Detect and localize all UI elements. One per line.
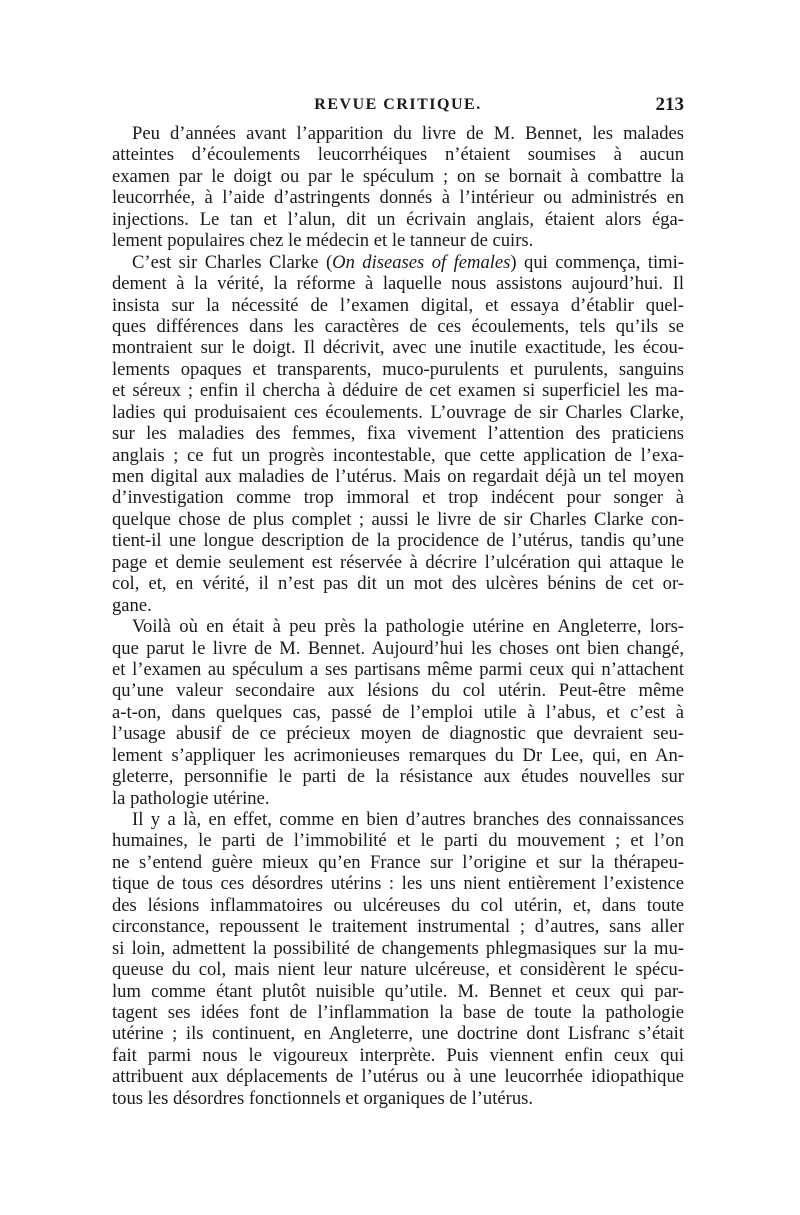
text-line: tique de tous ces désordres utérins : les uns nient entièrement l’existence xyxy=(112,873,684,895)
text-line: lements opaques et transparents, muco-purulents et purulents, sanguins xyxy=(112,358,684,380)
text-line: et l’examen au spéculum a ses partisans même parmi ceux qui n’attachent xyxy=(112,658,684,680)
text-line: et séreux ; enfin il chercha à déduire de cet examen si superficiel les ma- xyxy=(112,380,684,402)
text-line: insista sur la nécessité de l’examen digital, et essaya d’établir quel- xyxy=(112,294,684,316)
text-line: l’usage abusif de ce précieux moyen de diagnostic que devraient seu- xyxy=(112,723,684,745)
text-line: la pathologie utérine. xyxy=(112,787,270,809)
text-line: lum comme étant plutôt nuisible qu’utile. M. Bennet et ceux qui par- xyxy=(112,980,684,1002)
text-line: gane. xyxy=(112,594,152,616)
text-line: utérine ; ils continuent, en Angleterre, une doctrine dont Lisfranc s’était xyxy=(112,1023,684,1045)
running-title: REVUE CRITIQUE. xyxy=(314,96,482,113)
running-header xyxy=(112,92,684,122)
text-line: anglais ; ce fut un progrès incontestable, que cette application de l’exa- xyxy=(112,444,684,466)
text-line: lement s’appliquer les acrimonieuses remarques du Dr Lee, qui, en An- xyxy=(112,744,684,766)
text-line: Il y a là, en effet, comme en bien d’autres branches des connaissances xyxy=(132,809,684,830)
book-title: On diseases of females xyxy=(332,251,511,273)
text-line: montraient sur le doigt. Il décrivit, avec une inutile exactitude, les écou- xyxy=(112,337,684,359)
text-line: humaines, le parti de l’immobilité et le parti du mouvement ; et l’on xyxy=(112,830,684,852)
text-line: dement à la vérité, la réforme à laquelle nous assistons aujourd’hui. Il xyxy=(112,273,684,295)
text-line: fait parmi nous le vigoureux interprète. Puis viennent enfin ceux qui xyxy=(112,1044,684,1066)
text-line: lement populaires chez le médecin et le tanneur de cuirs. xyxy=(112,230,534,252)
text-line: page et demie seulement est réservée à décrire l’ulcération qui attaque le xyxy=(112,551,684,573)
text-line: que parut le livre de M. Bennet. Aujourd’hui les choses ont bien changé, xyxy=(112,637,684,659)
text-line: men digital aux maladies de l’utérus. Mais on regardait déjà un tel moyen xyxy=(112,466,684,487)
text-line: gleterre, personnifie le parti de la résistance aux études nouvelles sur xyxy=(112,766,684,788)
text-line: attribuent aux déplacements de l’utérus ou à une leucorrhée idiopathique xyxy=(112,1066,684,1088)
text-line: ladies qui produisaient ces écoulements. L’ouvrage de sir Charles Clarke, xyxy=(112,401,684,423)
text-line: col, et, en vérité, il n’est pas dit un mot des ulcères bénins de cet or- xyxy=(112,573,684,595)
text-line: queuse du col, mais nient leur nature ulcéreuse, et considèrent le spécu- xyxy=(112,959,684,981)
text-line: Voilà où en était à peu près la pathologie utérine en Angleterre, lors- xyxy=(132,616,684,638)
text-line: qu’une valeur secondaire aux lésions du col utérin. Peut-être même xyxy=(112,680,684,702)
text-line: quelque chose de plus complet ; aussi le livre de sir Charles Clarke con- xyxy=(112,508,684,530)
text-line: sur les maladies des femmes, fixa vivement l’attention des praticiens xyxy=(112,423,684,445)
text-line: injections. Le tan et l’alun, dit un écrivain anglais, étaient alors éga- xyxy=(112,208,684,230)
text-segment: ) qui commença, timi- xyxy=(510,251,684,273)
page-number: 213 xyxy=(655,94,684,115)
text-line: leucorrhée, à l’aide d’astringents donnés à l’intérieur ou administrés en xyxy=(112,187,684,209)
text-line: ques différences dans les caractères de ces écoulements, tels qu’ils se xyxy=(112,315,684,337)
text-line: d’investigation comme trop immoral et trop indécent pour songer à xyxy=(112,487,684,509)
text-line: a-t-on, dans quelques cas, passé de l’emploi utile à l’abus, et c’est à xyxy=(112,701,684,723)
text-line: tient-il une longue description de la procidence de l’utérus, tandis qu’une xyxy=(112,530,684,552)
text-line: ne s’entend guère mieux qu’en France sur l’origine et sur la thérapeu- xyxy=(112,851,684,873)
body-text xyxy=(112,123,684,1109)
text-line: examen par le doigt ou par le spéculum ; on se bornait à combattre la xyxy=(112,165,684,187)
text-segment: C’est sir Charles Clarke ( xyxy=(132,251,333,273)
text-line xyxy=(112,252,684,273)
text-line: Peu d’années avant l’apparition du livre de M. Bennet, les malades xyxy=(132,123,684,144)
text-line: atteintes d’écoulements leucorrhéiques n’étaient soumises à aucun xyxy=(112,144,684,166)
text-line: si loin, admettent la possibilité de changements phlegmasiques sur la mu- xyxy=(112,937,684,959)
text-line: tagent ses idées font de l’inflammation la base de toute la pathologie xyxy=(112,1001,684,1023)
text-line: tous les désordres fonctionnels et organiques de l’utérus. xyxy=(112,1087,534,1109)
text-line: circonstance, repoussent le traitement instrumental ; d’autres, sans aller xyxy=(112,916,684,938)
text-line: des lésions inflammatoires ou ulcéreuses du col utérin, et, dans toute xyxy=(112,894,684,916)
